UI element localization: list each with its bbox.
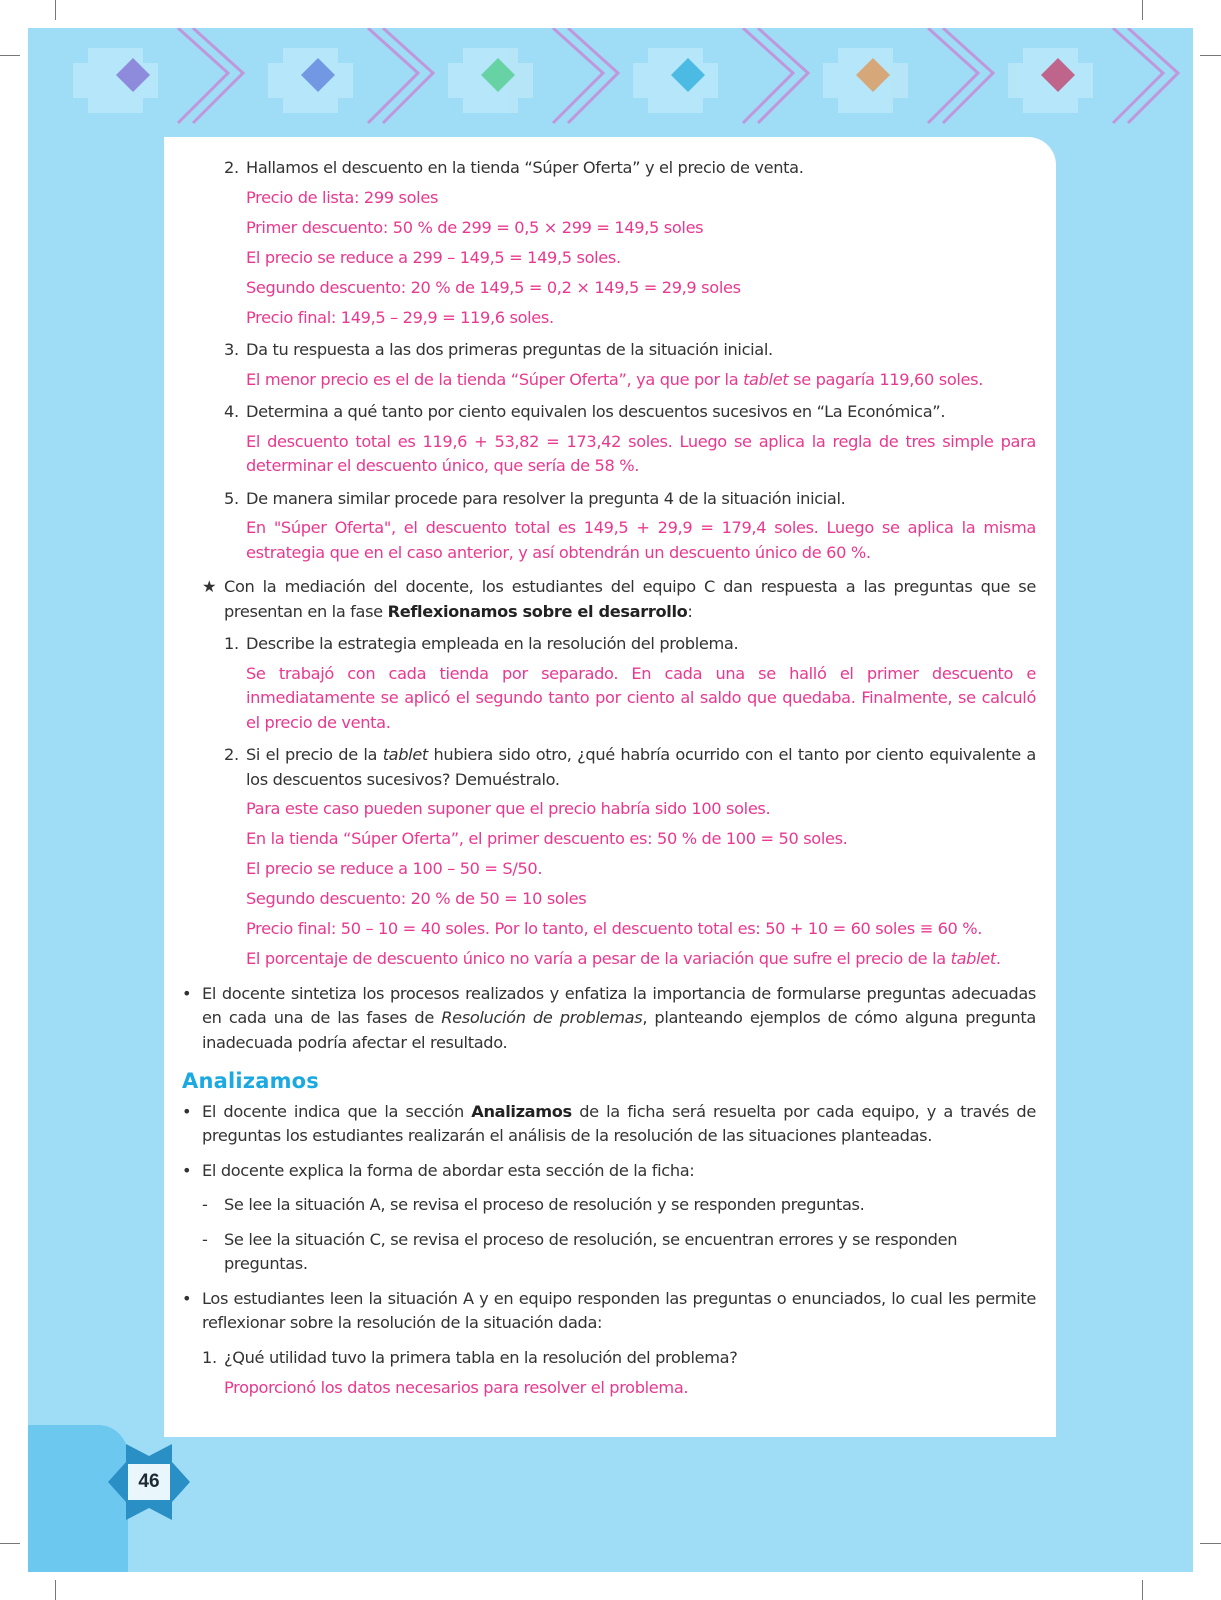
section-title: Analizamos	[182, 1069, 319, 1093]
bullet-item	[184, 1100, 1036, 1149]
item-text: ¿Qué utilidad tuvo la primera tabla en la resolución del problema?	[224, 1347, 738, 1367]
answer-text: se pagaría 119,60 soles.	[788, 369, 984, 389]
numbered-item	[184, 1346, 1036, 1371]
dash-icon: -	[202, 1229, 208, 1249]
answer-block: En "Súper Oferta", el descuento total es 149,5 + 29,9 = 179,4 soles. Luego se aplica la misma estrategia que en el caso anterior, y así obtendrán un descuento único de 60 %.	[246, 518, 1036, 562]
answer-line: Precio final: 50 – 10 = 40 soles. Por lo tanto, el descuento total es: 50 + 10 = 60 soles ≡ 60 %.	[246, 919, 983, 938]
item-number: 1.	[202, 1347, 217, 1367]
star-text: :	[687, 601, 693, 621]
answer-emphasis: tablet	[950, 949, 996, 968]
item-number: 2.	[224, 158, 239, 177]
dash-icon: -	[202, 1195, 208, 1214]
bullet-item	[184, 1159, 1036, 1184]
answer-text: El menor precio es el de la tienda “Súper Oferta”, ya que por la	[246, 369, 744, 389]
item-text: Si el precio de la	[246, 745, 383, 764]
item-text: De manera similar procede para resolver la pregunta 4 de la situación inicial.	[246, 488, 846, 508]
answer-line: El precio se reduce a 299 – 149,5 = 149,5 soles.	[246, 247, 621, 267]
answer-text: .	[995, 949, 1001, 968]
answer-line	[246, 947, 1036, 972]
bullet-text: El docente explica la forma de abordar esta sección de la ficha:	[202, 1160, 695, 1180]
dash-item	[184, 1193, 1036, 1218]
item-text: Hallamos el descuento en la tienda “Súper Oferta” y el precio de venta.	[246, 158, 804, 177]
item-number: 1.	[224, 634, 239, 653]
answer-emphasis: tablet	[743, 369, 789, 389]
page-number-badge	[108, 1444, 190, 1520]
answer-line: Primer descuento: 50 % de 299 = 0,5 × 299 = 149,5 soles	[246, 217, 704, 237]
star-text: Con la mediación del docente, los estudiantes del equipo C dan respuesta a las preguntas que se presentan en la fase	[224, 577, 1036, 621]
item-number: 2.	[224, 745, 239, 764]
page-number: 46	[138, 1471, 160, 1492]
answer-line: Segundo descuento: 20 % de 149,5 = 0,2 × 149,5 = 29,9 soles	[246, 277, 741, 297]
bullet-item	[184, 1287, 1036, 1336]
answer-line: En la tienda “Súper Oferta”, el primer descuento es: 50 % de 100 = 50 soles.	[246, 829, 848, 848]
bullet-text: de la ficha será resuelta por cada equipo, y a través de preguntas los estudiantes realizarán el análisis de la resolución de las situaciones planteadas.	[202, 1101, 1036, 1145]
bullet-icon: •	[182, 983, 192, 1003]
bullet-icon: •	[182, 1288, 192, 1308]
item-text: Da tu respuesta a las dos primeras preguntas de la situación inicial.	[246, 340, 773, 359]
numbered-item	[184, 743, 1036, 792]
crop-mark	[55, 1580, 56, 1600]
item-number: 4.	[224, 402, 239, 421]
answer-block: Se trabajó con cada tienda por separado. En cada una se halló el primer descuento e inmediatamente se aplicó el segundo tanto por ciento al saldo que quedaba. Finalmente, se calculó el precio de venta.	[246, 663, 1036, 732]
bullet-text: El docente indica que la sección	[202, 1101, 472, 1121]
answer-line: Precio de lista: 299 soles	[246, 187, 439, 207]
numbered-item	[184, 632, 1036, 657]
bullet-icon: •	[182, 1101, 192, 1121]
answer-line: Precio final: 149,5 – 29,9 = 119,6 soles.	[246, 307, 554, 327]
answer-block	[184, 368, 1036, 393]
crop-mark	[0, 55, 20, 56]
answer-block	[184, 797, 1036, 972]
item-text: hubiera sido otro, ¿qué habría ocurrido con el tanto por ciento equivalente a los descuentos sucesivos? Demuéstralo.	[246, 745, 1036, 789]
item-text: Determina a qué tanto por ciento equivalen los descuentos sucesivos en “La Económica”.	[246, 402, 946, 421]
numbered-item	[184, 156, 1036, 181]
crop-mark	[55, 0, 56, 20]
numbered-item	[184, 487, 1036, 512]
answer-line: Segundo descuento: 20 % de 50 = 10 soles	[246, 889, 587, 908]
item-number: 5.	[224, 488, 239, 508]
answer-line: El precio se reduce a 100 – 50 = S/50.	[246, 859, 543, 878]
answer-text: El porcentaje de descuento único no varía a pesar de la variación que sufre el precio de la	[246, 949, 951, 968]
dash-text: Se lee la situación C, se revisa el proceso de resolución, se encuentran errores y se responden preguntas.	[224, 1229, 958, 1273]
decorative-banner	[28, 28, 1193, 140]
bullet-text: El docente sintetiza los procesos realizados y enfatiza la importancia de formularse preguntas adecuadas en cada una de las fases de	[202, 983, 1036, 1027]
bullet-text: Los estudiantes leen la situación A y en equipo responden las preguntas o enunciados, lo cual les permite reflexionar sobre la resolución de la situación dada:	[202, 1288, 1036, 1332]
crop-mark	[1200, 55, 1221, 56]
crop-mark	[1200, 1543, 1221, 1544]
numbered-item	[184, 400, 1036, 425]
star-item	[184, 575, 1036, 624]
star-bold: Reflexionamos sobre el desarrollo	[387, 601, 688, 621]
star-icon: ★	[202, 577, 217, 596]
crop-mark	[1142, 0, 1143, 20]
main-content	[184, 156, 1036, 1401]
bullet-item	[184, 982, 1036, 1056]
crop-mark	[0, 1543, 20, 1544]
item-text: Describe la estrategia empleada en la resolución del problema.	[246, 634, 739, 653]
crop-mark	[1142, 1580, 1143, 1600]
item-number: 3.	[224, 340, 239, 359]
bullet-bold: Analizamos	[471, 1101, 572, 1121]
dash-text: Se lee la situación A, se revisa el proceso de resolución y se responden preguntas.	[224, 1195, 865, 1214]
item-emphasis: tablet	[382, 745, 428, 764]
bullet-text: , planteando ejemplos de cómo alguna pregunta inadecuada podría afectar el resultado.	[202, 1008, 1037, 1052]
dash-item	[184, 1228, 1036, 1277]
answer-line: Para este caso pueden suponer que el precio habría sido 100 soles.	[246, 799, 771, 818]
answer-block: El descuento total es 119,6 + 53,82 = 173,42 soles. Luego se aplica la regla de tres simple para determinar el descuento único, que sería de 58 %.	[246, 431, 1036, 475]
bullet-icon: •	[182, 1160, 192, 1180]
numbered-item	[184, 338, 1036, 363]
bullet-emphasis: Resolución de problemas	[441, 1008, 643, 1027]
answer-block: Proporcionó los datos necesarios para resolver el problema.	[224, 1378, 689, 1397]
answer-block	[184, 186, 1036, 331]
